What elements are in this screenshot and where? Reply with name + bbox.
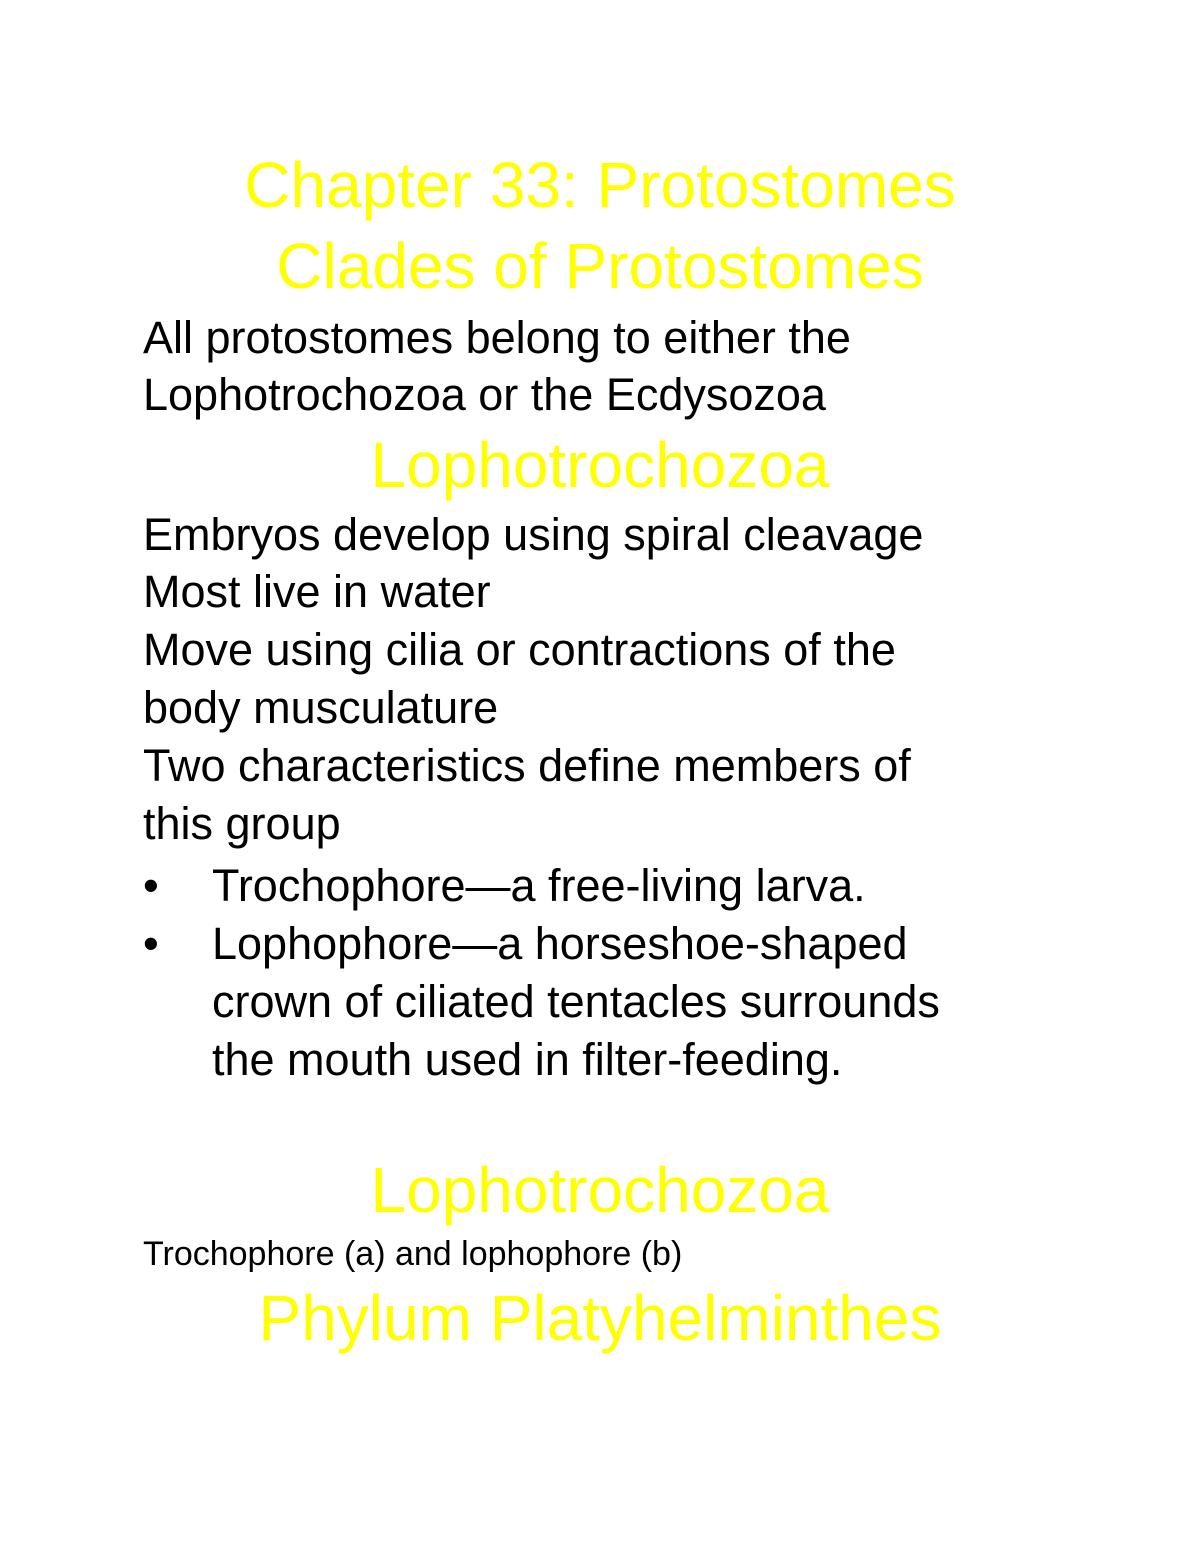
bullet-lophophore-line-2: crown of ciliated tentacles surrounds (212, 976, 940, 1027)
section-heading-platyhelminthes: Phylum Platyhelminthes (258, 1282, 942, 1354)
body-line-spiral-cleavage: Embryos develop using spiral cleavage (143, 509, 924, 560)
body-line-water: Most live in water (143, 566, 491, 617)
section-heading-lophotrochozoa-figure: Lophotrochozoa (370, 1154, 830, 1226)
bullet-lophophore-line-3: the mouth used in filter-feeding. (212, 1034, 843, 1085)
body-line-movement-1: Move using cilia or contractions of the (143, 624, 896, 675)
chapter-title: Chapter 33: Protostomes (244, 149, 956, 221)
body-line-characteristics-1: Two characteristics define members of (143, 740, 911, 791)
body-line-characteristics-2: this group (143, 798, 341, 849)
bullet-marker: • (143, 860, 159, 911)
section-heading-lophotrochozoa: Lophotrochozoa (370, 429, 830, 501)
bullet-trochophore: Trochophore—a free-living larva. (212, 860, 866, 911)
section-title-clades: Clades of Protostomes (276, 230, 924, 302)
body-line-movement-2: body musculature (143, 682, 499, 733)
intro-line-1: All protostomes belong to either the (143, 312, 851, 363)
figure-caption: Trochophore (a) and lophophore (b) (143, 1235, 683, 1273)
bullet-lophophore-line-1: Lophophore—a horseshoe-shaped (212, 918, 908, 969)
intro-line-2: Lophotrochozoa or the Ecdysozoa (143, 369, 826, 420)
bullet-marker: • (143, 918, 159, 969)
